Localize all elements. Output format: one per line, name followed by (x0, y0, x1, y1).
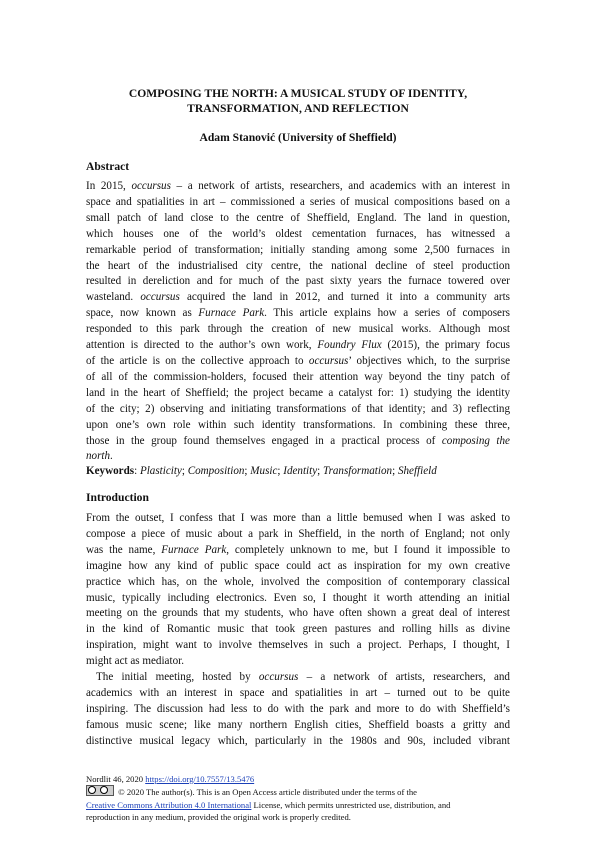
text-line: space and spatialities in art – commissioned a series of musical compositions based on a (86, 195, 510, 208)
keyword-item: Music (250, 465, 278, 477)
license-line-3: reproduction in any medium, provided the original work is properly credited. (86, 812, 351, 823)
introduction-body (86, 511, 510, 750)
text-line: land in the heart of Sheffield; the project became a catalyst for: 1) studying the identity (86, 386, 510, 399)
text-line: might act as mediator. (86, 655, 184, 668)
text-line: which houses one of the world’s oldest cementation furnaces, has witnessed a (86, 227, 510, 240)
abstract-heading: Abstract (86, 160, 130, 173)
text-line: upon one’s own role within such identity transformations. In combining these three, (86, 418, 510, 431)
text-line: of the article is on the collective approach to occursus’ objectives which, to the surprise (86, 354, 511, 367)
text-line: was the name, Furnace Park, completely unknown to me, but I found it impossible to (86, 543, 510, 556)
copyright-line (86, 785, 516, 798)
author-line: Adam Stanović (University of Sheffield) (199, 131, 397, 144)
text-line: inspiration, might want to involve themselves in such a project. Perhaps, I thought, I (86, 639, 510, 652)
text-line: small patch of land close to the centre of Sheffield, England. The land in question, (86, 211, 510, 224)
keywords-list: Plasticity; Composition; Music; Identity; Transformation; Sheffield (139, 465, 437, 477)
doi-link[interactable]: https://doi.org/10.7557/13.5476 (145, 774, 255, 784)
text-line: attention is directed to the author’s own work, Foundry Flux (2015), the primary focus (86, 339, 510, 352)
keywords-label: Keywords (86, 465, 135, 477)
text-line: remarkable period of transformation; initially standing among some 2,500 furnaces in (86, 243, 510, 256)
text-line: responded to this park through the creation of new musical works. Although most (86, 323, 510, 336)
title-line-1: COMPOSING THE NORTH: A MUSICAL STUDY OF IDENTITY, (128, 87, 468, 100)
text-line: famous music scene; like many northern English cities, Sheffield boasts a gritty and (86, 718, 510, 731)
text-line: resulted in dereliction and for much of the past sixty years the furnace towered over (86, 275, 510, 288)
text-line: imagine how any kind of public space could act as inspiration for my own creative (86, 559, 510, 572)
text-line: of the city; 2) observing and initiating transformations of that identity; and 3) reflecting (86, 402, 510, 415)
text-line: practice which has, on the whole, involved the composition of contemporary classical (86, 575, 510, 588)
text-line: compose a piece of music about a park in Sheffield, in the north of England; not only (86, 527, 510, 540)
citation-line (86, 773, 516, 785)
text-line: north. (86, 450, 113, 463)
keyword-item: Plasticity (139, 465, 182, 477)
keywords-line (86, 464, 437, 478)
title-line-2: TRANSFORMATION, AND REFLECTION (187, 102, 409, 115)
text-line: those in the group found themselves engaged in a practical process of composing the (86, 434, 510, 447)
text-line: space, now known as Furnace Park. This article explains how a series of composers (86, 307, 510, 320)
text-line: distinctive musical legacy which, particularly in the 1980s and 90s, included vibrant (86, 734, 510, 747)
keyword-item: Transformation (323, 465, 393, 477)
license-text: License, which permits unrestricted use, distribution, and (251, 799, 451, 810)
text-line: inspiring. The discussion had less to do with the park and more to do with Sheffield’s (86, 702, 510, 715)
page-footer (86, 773, 516, 824)
text-line: of all of the commission-holders, focused their attention way beyond the tiny patch of (86, 370, 510, 383)
text-line: in the kind of Romantic music that took green pastures and rolling hills as divine (86, 623, 510, 636)
text-line: meeting on the grounds that my students, who have often shown a great deal of interest (86, 607, 510, 620)
text-line: wasteland. occursus acquired the land in 2012, and turned it into a community arts (86, 291, 510, 304)
keyword-item: Sheffield (397, 465, 437, 477)
keyword-item: Composition (187, 465, 245, 477)
keywords-colon: : (134, 465, 140, 477)
license-line (86, 799, 516, 811)
text-line: the heart of the industrialised city centre, the national decline of steel production (86, 259, 510, 272)
keyword-item: Identity (283, 465, 318, 477)
creative-commons-by-icon[interactable] (86, 785, 114, 796)
article-title (88, 86, 508, 116)
text-line: From the outset, I confess that I was more than a little bemused when I was asked to (86, 512, 510, 524)
text-line: academics with an interest in space and spatialities in art – turned out to be quite (86, 686, 510, 699)
journal-citation: Nordlit 46, 2020 (86, 774, 144, 784)
copyright-text: © 2020 The author(s). This is an Open Access article distributed under the terms of the (118, 787, 417, 798)
introduction-heading: Introduction (86, 491, 149, 504)
text-line: In 2015, occursus – a network of artists, researchers, and academics with an interest in (86, 180, 511, 192)
text-line: The initial meeting, hosted by occursus – a network of artists, researchers, and (96, 671, 510, 684)
license-link[interactable]: Creative Commons Attribution 4.0 International (86, 799, 252, 810)
text-line: music, typically including electronics. Even so, I thought it worth attending an initial (86, 591, 510, 604)
abstract-body (86, 179, 510, 465)
